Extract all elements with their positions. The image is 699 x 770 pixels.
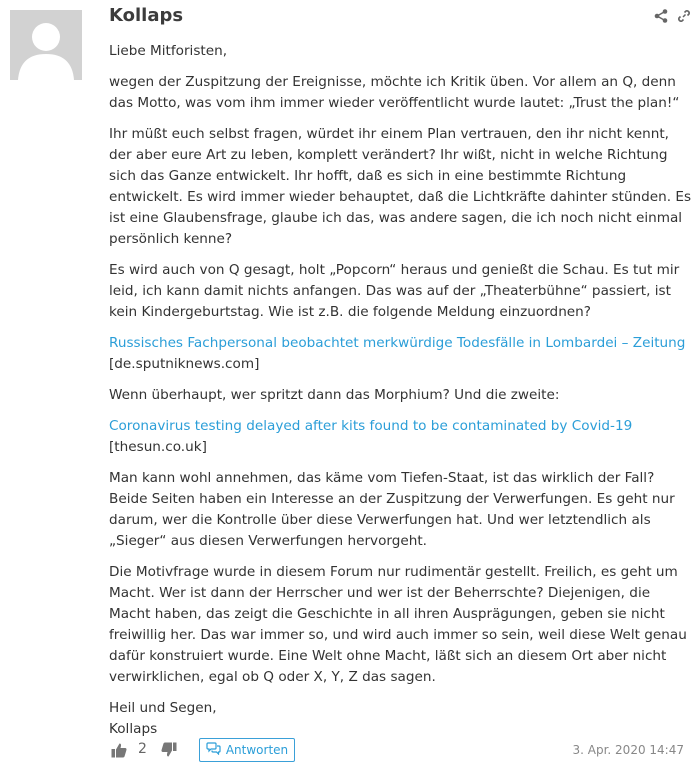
thumbs-down-icon[interactable] — [161, 742, 177, 758]
post-paragraph: Man kann wohl annehmen, das käme vom Tiefen-Staat, ist das wirklich der Fall? Beide Seiten haben ein Interesse an der Zuspitzung der Verwerfungen. Es geht nur darum, wer die Kontrolle über diese Verwerfungen hat. Und wer letztendlich als „Sieger“ aus diesen Verwerfungen hervorgeht. — [109, 470, 675, 549]
article-link-sputnik[interactable]: Russisches Fachpersonal beobachtet merkwürdige Todesfälle in Lombardei – Zeitung — [109, 335, 686, 351]
like-count: 2 — [138, 741, 147, 757]
post-actions — [654, 9, 691, 23]
signoff-greeting: Heil und Segen, — [109, 700, 217, 716]
link-preview-sputnik — [109, 333, 693, 375]
post-paragraph: Liebe Mitforisten, — [109, 43, 228, 59]
reply-label: Antworten — [225, 743, 289, 757]
post-paragraph: Wenn überhaupt, wer spritzt dann das Morphium? Und die zweite: — [109, 387, 560, 403]
signoff-name: Kollaps — [109, 721, 158, 737]
share-icon[interactable] — [654, 9, 668, 23]
post-paragraph: wegen der Zuspitzung der Ereignisse, möchte ich Kritik üben. Vor allem an Q, denn das Motto, was vom ihm immer wieder veröffentlicht wurde lautet: „Trust the plan!“ — [109, 74, 680, 111]
post-signoff — [109, 698, 693, 740]
link-icon[interactable] — [677, 9, 691, 23]
reply-button[interactable] — [199, 738, 295, 762]
thumbs-up-icon[interactable] — [111, 742, 127, 758]
avatar[interactable] — [10, 10, 82, 80]
default-avatar-icon — [10, 10, 82, 80]
post-paragraph: Es wird auch von Q gesagt, holt „Popcorn“ heraus und genießt die Schau. Es tut mir leid, ich kann damit nichts anfangen. Das was auf der „Theaterbühne“ passiert, ist kein Kindergeburtstag. Wie ist z.B. die folgende Meldung einzuordnen? — [109, 262, 680, 320]
link-source: [thesun.co.uk] — [109, 439, 207, 455]
post-footer — [109, 737, 684, 765]
article-link-thesun[interactable]: Coronavirus testing delayed after kits found to be contaminated by Covid-19 — [109, 418, 633, 434]
speech-bubbles-icon — [206, 742, 221, 758]
post-paragraph: Die Motivfrage wurde in diesem Forum nur rudimentär gestellt. Freilich, es geht um Macht. Wer ist dann der Herrscher und wer ist der Beherrschte? Diejenigen, die Macht haben, das zeigt die Geschichte in all ihren Ausprägungen, geben sie nicht freiwillig her. Das war immer so, und wird auch immer so sein, weil diese Welt genau dafür konstruiert wurde. Eine Welt ohne Macht, läßt sich an diesem Ort aber nicht verwirklichen, egal ob Q oder X, Y, Z das sagen. — [109, 564, 687, 685]
post-author[interactable]: Kollaps — [109, 5, 184, 26]
post-content — [109, 41, 693, 750]
post-paragraph: Ihr müßt euch selbst fragen, würdet ihr einem Plan vertrauen, den ihr nicht kennt, der aber eure Art zu leben, komplett verändert? Ihr wißt, nicht in welche Richtung sich das Ganze entwickelt. Ihr hofft, daß es sich in eine bestimmte Richtung entwickelt. Es wird immer wieder behauptet, daß die Lichtkräfte dahinter stünden. Es ist eine Glaubensfrage, glaube ich das, was andere sagen, die ich noch nicht einmal persönlich kenne? — [109, 126, 692, 247]
post-timestamp: 3. Apr. 2020 14:47 — [572, 743, 684, 757]
link-preview-thesun — [109, 416, 693, 458]
link-source: [de.sputniknews.com] — [109, 356, 260, 372]
